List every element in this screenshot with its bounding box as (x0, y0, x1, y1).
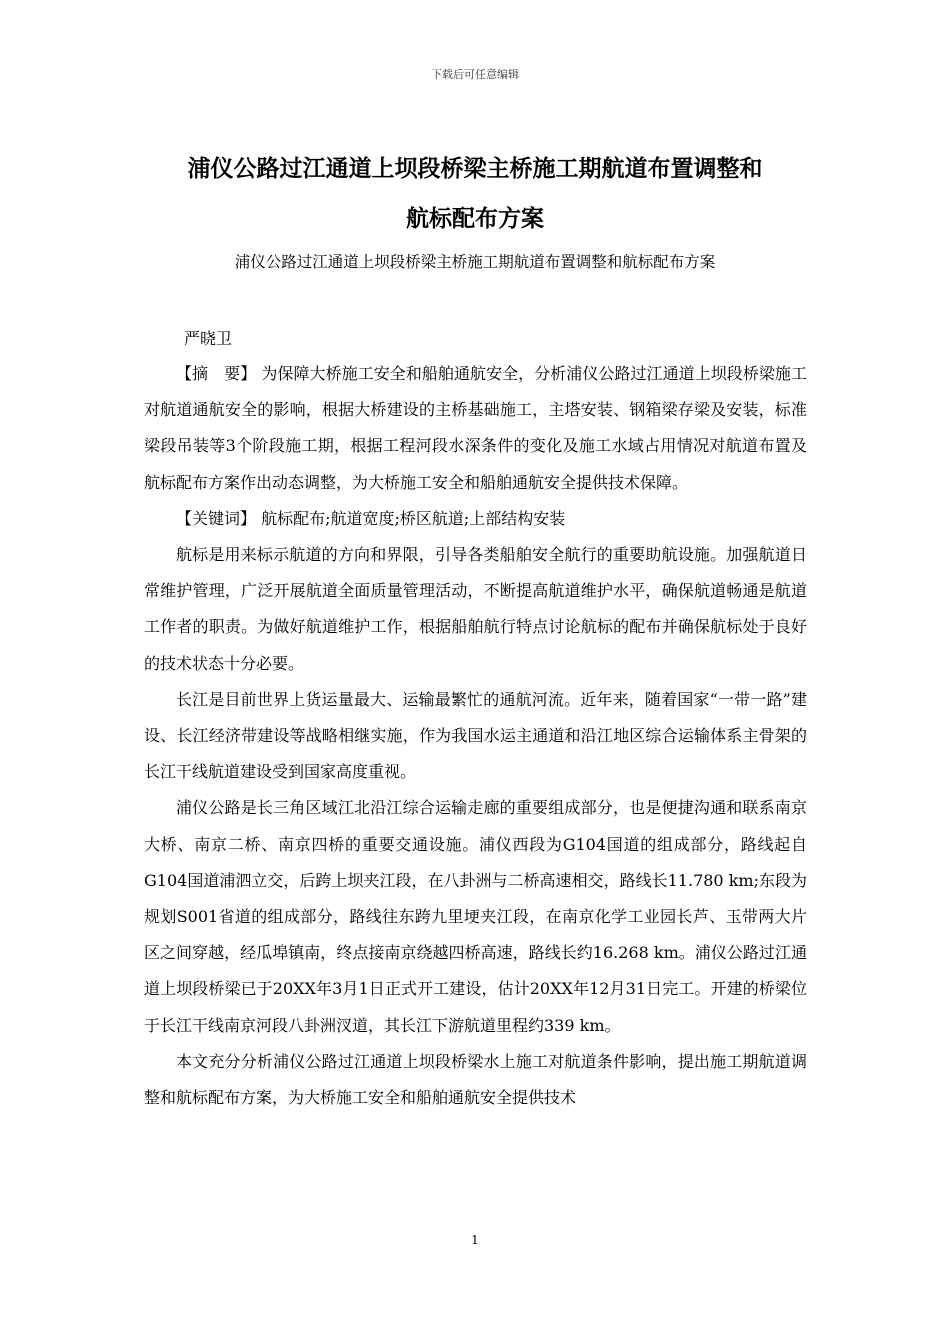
body-paragraph: 浦仪公路是长三角区域江北沿江综合运输走廊的重要组成部分，也是便捷沟通和联系南京大桥、南京二桥、南京四桥的重要交通设施。浦仪西段为G104国道的组成部分，路线起自G104国道浦泗立交，后跨上坝夹江段，在八卦洲与二桥高速相交，路线长11.780 km;东段为规划S001省道的组成部分，路线往东跨九里埂夹江段，在南京化学工业园长芦、玉带两大片区之间穿越，经瓜埠镇南，终点接南京绕越四桥高速，路线长约16.268 km。浦仪公路过江通道上坝段桥梁已于20XX年3月1日正式开工建设，估计20XX年12月31日完工。开建的桥梁位于长江干线南京河段八卦洲汊道，其长江下游航道里程约339 km。 (144, 798, 807, 1035)
keywords-paragraph (144, 501, 807, 537)
abstract-paragraph (144, 356, 807, 501)
header-note: 下载后可任意编辑 (431, 68, 519, 81)
abstract-text: 为保障大桥施工安全和船舶通航安全，分析浦仪公路过江通道上坝段桥梁施工对航道通航安全的影响，根据大桥建设的主桥基础施工，主塔安装、钢箱梁存梁及安装，标准梁段吊装等3个阶段施工期，根据工程河段水深条件的变化及施工水域占用情况对航道布置及航标配布方案作出动态调整，为大桥施工安全和船舶通航安全提供技术保障。 (144, 364, 807, 492)
page-title-line-1: 浦仪公路过江通道上坝段桥梁主桥施工期航道布置调整和 (187, 156, 763, 182)
author: 严晓卫 (184, 329, 233, 348)
keywords-label: 【关键词】 (176, 508, 257, 528)
subtitle: 浦仪公路过江通道上坝段桥梁主桥施工期航道布置调整和航标配布方案 (234, 253, 716, 271)
keywords-text: 航标配布;航道宽度;桥区航道;上部结构安装 (256, 508, 566, 528)
page-number: 1 (471, 1233, 479, 1247)
page-title-line-2: 航标配布方案 (406, 206, 544, 232)
body-text (144, 356, 807, 1116)
abstract-label: 【摘 要】 (176, 364, 257, 383)
body-paragraph: 航标是用来标示航道的方向和界限，引导各类船舶安全航行的重要助航设施。加强航道日常维护管理，广泛开展航道全面质量管理活动，不断提高航道维护水平，确保航道畅通是航道工作者的职责。为做好航道维护工作，根据船舶航行特点讨论航标的配布并确保航标处于良好的技术状态十分必要。 (144, 545, 807, 673)
body-paragraph: 本文充分分析浦仪公路过江通道上坝段桥梁水上施工对航道条件影响，提出施工期航道调整和航标配布方案，为大桥施工安全和船舶通航安全提供技术 (144, 1051, 807, 1108)
body-paragraph: 长江是目前世界上货运量最大、运输最繁忙的通航河流。近年来，随着国家“一带一路”建设、长江经济带建设等战略相继实施，作为我国水运主通道和沿江地区综合运输体系主骨架的长江干线航道建设受到国家高度重视。 (144, 689, 807, 782)
